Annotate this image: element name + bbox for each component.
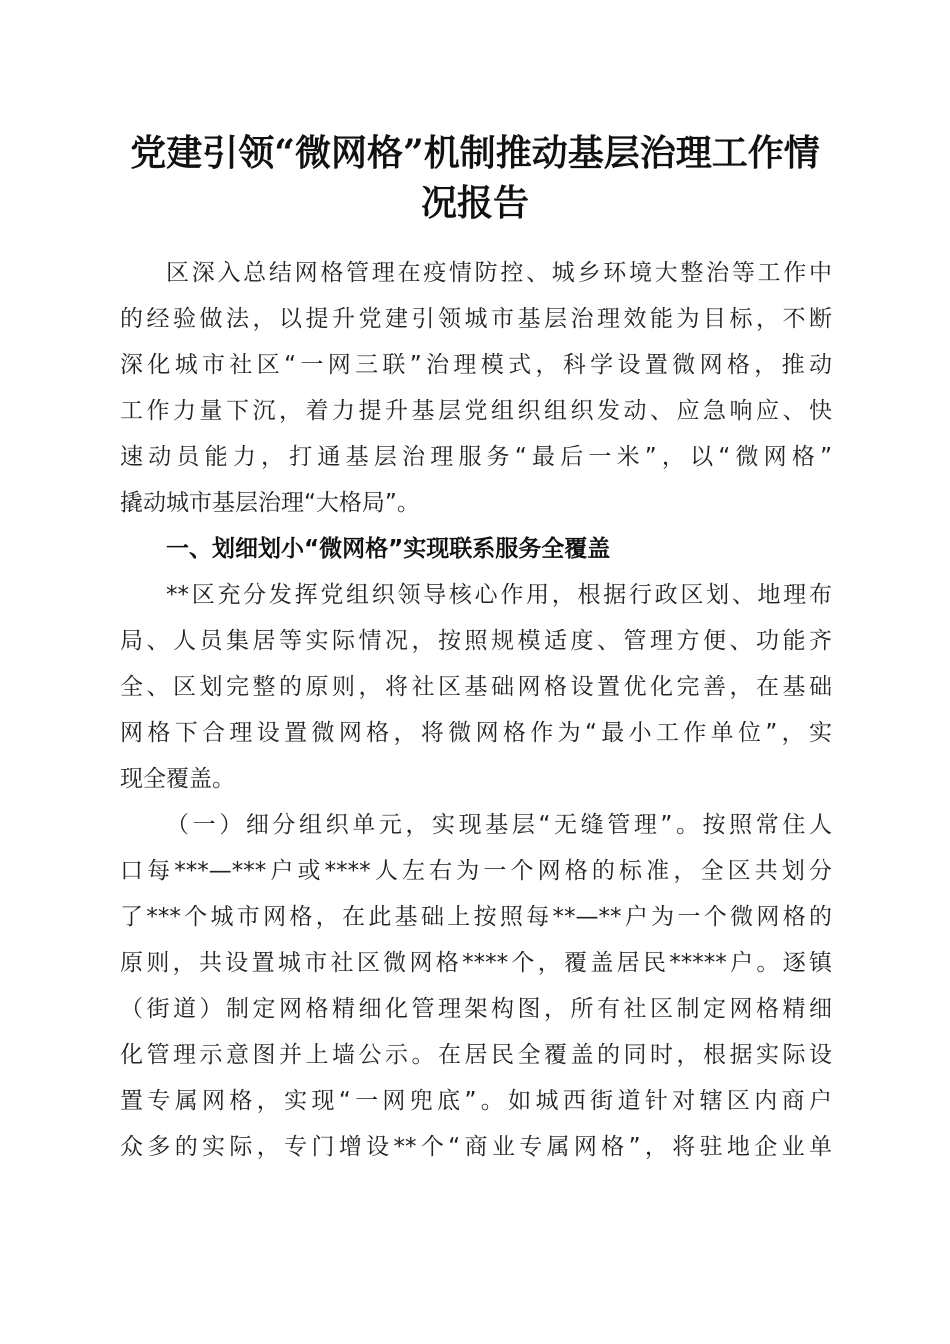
paragraph-line: 置专属网格，实现“一网兜底”。如城西街道针对辖区内商户 — [120, 1088, 832, 1114]
intro-paragraph — [120, 250, 832, 526]
paragraph-line: 众多的实际，专门增设**个“商业专属网格”，将驻地企业单 — [120, 1134, 832, 1160]
paragraph-line: 的经验做法，以提升党建引领城市基层治理效能为目标，不断 — [120, 306, 832, 332]
title-line-1: 党建引领“微网格”机制推动基层治理工作情 — [130, 132, 820, 174]
paragraph-line: 口每***—***户或****人左右为一个网格的标准，全区共划分 — [120, 858, 832, 884]
paragraph-line: （一）细分组织单元，实现基层“无缝管理”。按照常住人 — [166, 812, 832, 838]
paragraph-line: 网格下合理设置微网格，将微网格作为“最小工作单位”，实 — [120, 720, 832, 746]
paragraph-line: 深化城市社区“一网三联”治理模式，科学设置微网格，推动 — [120, 352, 832, 378]
section-heading-text: 一、划细划小“微网格”实现联系服务全覆盖 — [166, 536, 611, 562]
title-line-2: 况报告 — [420, 182, 529, 224]
paragraph-line: 区深入总结网格管理在疫情防控、城乡环境大整治等工作中 — [166, 260, 832, 286]
body-paragraph — [120, 572, 832, 802]
document-body — [120, 250, 832, 1170]
section-heading — [120, 526, 832, 572]
paragraph-line: 了***个城市网格，在此基础上按照每**—**户为一个微网格的 — [120, 904, 832, 930]
paragraph-line: **区充分发挥党组织领导核心作用，根据行政区划、地理布 — [166, 582, 832, 608]
paragraph-line: 速动员能力，打通基层治理服务“最后一米”，以“微网格” — [120, 444, 832, 470]
paragraph-line: 全、区划完整的原则，将社区基础网格设置优化完善，在基础 — [120, 674, 832, 700]
paragraph-line: （街道）制定网格精细化管理架构图，所有社区制定网格精细 — [120, 996, 832, 1022]
document-title — [110, 128, 840, 228]
paragraph-line: 现全覆盖。 — [120, 766, 235, 792]
paragraph-line: 工作力量下沉，着力提升基层党组织组织发动、应急响应、快 — [120, 398, 832, 424]
paragraph-line: 撬动城市基层治理“大格局”。 — [120, 490, 420, 516]
paragraph-line: 化管理示意图并上墙公示。在居民全覆盖的同时，根据实际设 — [120, 1042, 832, 1068]
body-paragraph — [120, 802, 832, 1170]
paragraph-line: 原则，共设置城市社区微网格****个，覆盖居民*****户。逐镇 — [120, 950, 832, 976]
paragraph-line: 局、人员集居等实际情况，按照规模适度、管理方便、功能齐 — [120, 628, 832, 654]
